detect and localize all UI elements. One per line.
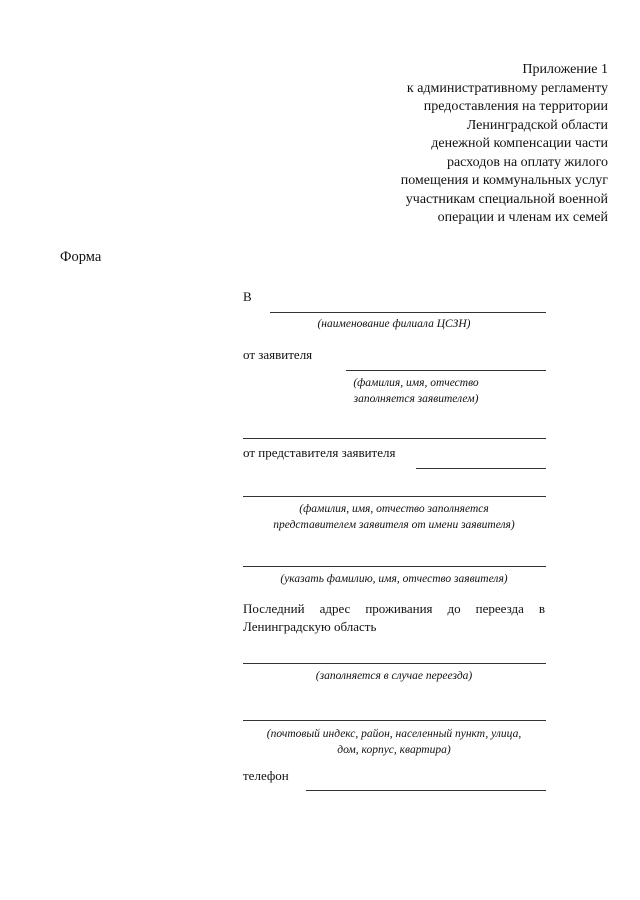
appendix-header	[338, 61, 608, 228]
applicant-caption-line: заполняется заявителем)	[353, 393, 479, 405]
phone-label: телефон	[243, 768, 289, 783]
last-address-word: проживания	[365, 601, 433, 616]
applicant-name-line-2[interactable]	[243, 438, 546, 439]
move-caption: (заполняется в случае переезда)	[315, 670, 473, 682]
header-line: к административному регламенту	[406, 80, 608, 96]
header-line: помещения и коммунальных услуг	[400, 173, 608, 188]
header-line: Приложение 1	[522, 62, 608, 77]
representative-name-line-2[interactable]	[243, 496, 546, 497]
postal-address-caption	[243, 726, 545, 758]
last-address-word: до	[447, 601, 461, 616]
applicant-name-line[interactable]	[346, 370, 546, 371]
applicant-caption	[346, 375, 486, 407]
header-line: предоставления на территории	[423, 99, 608, 114]
from-applicant-label: от заявителя	[243, 347, 313, 362]
header-line: Ленинградской области	[466, 117, 608, 133]
last-address-word: в	[538, 601, 545, 616]
from-representative-label: от представителя заявителя	[243, 445, 396, 460]
last-address-word: адрес	[319, 601, 351, 616]
representative-caption-line: (фамилия, имя, отчество заполняется	[299, 503, 489, 515]
form-label: Форма	[60, 249, 102, 265]
previous-address-line[interactable]	[243, 663, 546, 664]
applicant-full-name-line[interactable]	[243, 566, 546, 567]
applicant-full-name-caption: (указать фамилию, имя, отчество заявителя)	[280, 573, 508, 585]
representative-caption	[243, 501, 545, 533]
last-address-text	[243, 600, 545, 636]
header-line: расходов на оплату жилого	[446, 154, 608, 170]
representative-caption-line: представителем заявителя от имени заявителя)	[273, 519, 515, 531]
last-address-line-1	[243, 600, 545, 618]
postal-address-line[interactable]	[243, 720, 546, 721]
header-line: участникам специальной военной	[405, 191, 608, 207]
last-address-line-2: Ленинградскую область	[243, 619, 377, 634]
postal-address-caption-line: (почтовый индекс, район, населенный пункт, улица,	[266, 728, 522, 740]
representative-name-line[interactable]	[416, 468, 546, 469]
header-line: денежной компенсации части	[431, 136, 608, 151]
branch-name-line[interactable]	[270, 312, 546, 313]
last-address-word: Последний	[243, 601, 305, 616]
phone-line[interactable]	[306, 790, 546, 791]
postal-address-caption-line: дом, корпус, квартира)	[337, 744, 451, 756]
last-address-word: переезда	[475, 601, 524, 616]
header-line: операции и членам их семей	[437, 210, 608, 225]
applicant-caption-line: (фамилия, имя, отчество	[353, 377, 479, 389]
branch-name-caption: (наименование филиала ЦСЗН)	[317, 318, 471, 330]
to-prefix: В	[243, 289, 252, 304]
